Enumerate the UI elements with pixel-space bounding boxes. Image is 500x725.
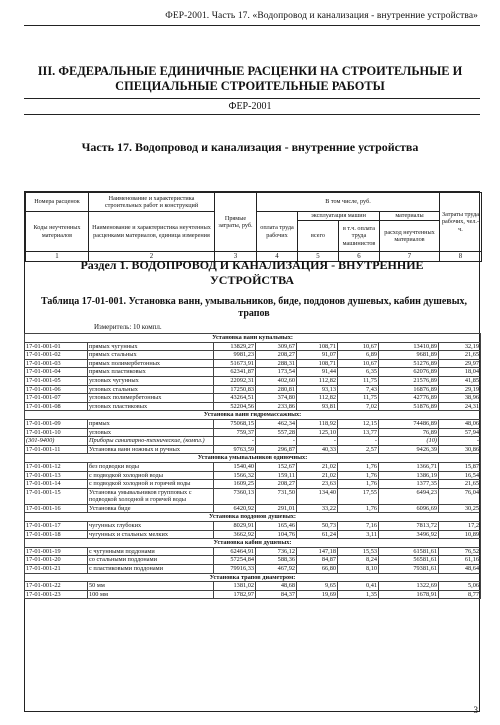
table-header bbox=[25, 192, 482, 262]
rate-value: 43264,51 bbox=[214, 394, 256, 403]
table-row bbox=[25, 556, 481, 565]
rate-code: 17-01-001-04 bbox=[25, 368, 88, 377]
header-operation: эксплуатация машин bbox=[298, 212, 380, 221]
rate-name: с подводкой холодной воды bbox=[88, 471, 214, 480]
rate-value: 11,75 bbox=[338, 394, 379, 403]
rate-value: 731,50 bbox=[256, 488, 297, 504]
rate-value: 6420,92 bbox=[214, 504, 256, 513]
rate-value: 6494,23 bbox=[379, 488, 439, 504]
header-rule bbox=[24, 25, 480, 26]
part-title: Часть 17. Водопровод и канализация - внутренние устройства bbox=[81, 140, 419, 154]
rate-value: 76,89 bbox=[379, 428, 439, 437]
rate-value: 61,16 bbox=[439, 556, 481, 565]
rate-value: 112,82 bbox=[297, 394, 338, 403]
table-row bbox=[25, 359, 481, 368]
rate-name: прямых пластиковых bbox=[88, 368, 214, 377]
rate-code: 17-01-001-02 bbox=[25, 351, 88, 360]
col-num-1: 1 bbox=[26, 252, 89, 262]
rate-value: 57254,84 bbox=[214, 556, 256, 565]
rate-value: 62076,89 bbox=[379, 368, 439, 377]
col-num-5: 5 bbox=[298, 252, 339, 262]
rate-value: 21576,89 bbox=[379, 376, 439, 385]
rate-value: 41,85 bbox=[439, 376, 481, 385]
rate-value: 29,19 bbox=[439, 385, 481, 394]
rate-code: 17-01-001-11 bbox=[25, 445, 88, 454]
rate-code: 17-01-001-01 bbox=[25, 342, 88, 351]
rate-value: 84,87 bbox=[297, 556, 338, 565]
rate-value: 91,44 bbox=[297, 368, 338, 377]
rate-value: 402,60 bbox=[256, 376, 297, 385]
header-direct-costs: Прямые затраты, руб. bbox=[215, 193, 257, 252]
rate-value: 1,76 bbox=[338, 504, 379, 513]
table-row bbox=[25, 351, 481, 360]
col-num-2: 2 bbox=[89, 252, 215, 262]
rate-value: 21,02 bbox=[297, 462, 338, 471]
rate-value: 84,37 bbox=[256, 590, 297, 599]
rate-value: 108,71 bbox=[297, 342, 338, 351]
divider-top bbox=[24, 98, 480, 99]
rate-name: с подводкой холодной и горячей воды bbox=[88, 480, 214, 489]
rate-value: 9981,23 bbox=[214, 351, 256, 360]
rate-name: чугунных глубоких bbox=[88, 522, 214, 531]
rate-value: 759,37 bbox=[214, 428, 256, 437]
rate-value: 74486,89 bbox=[379, 419, 439, 428]
table-row bbox=[25, 488, 481, 504]
header-codes-top: Номера расценок bbox=[26, 193, 89, 212]
rate-code: 17-01-001-12 bbox=[25, 462, 88, 471]
table-row bbox=[25, 471, 481, 480]
rate-code: 17-01-001-13 bbox=[25, 471, 88, 480]
section-title-line-2: СПЕЦИАЛЬНЫЕ СТРОИТЕЛЬНЫЕ РАБОТЫ bbox=[115, 79, 385, 93]
rate-code: 17-01-001-09 bbox=[25, 419, 88, 428]
group-label: Установка поддонов душевых: bbox=[25, 513, 481, 522]
rate-code: 17-01-001-20 bbox=[25, 556, 88, 565]
rate-value: 21,65 bbox=[439, 351, 481, 360]
rate-value: 152,67 bbox=[256, 462, 297, 471]
group-label: Установка умывальников одиночных: bbox=[25, 454, 481, 463]
rate-value: 557,28 bbox=[256, 428, 297, 437]
rate-value: 21,02 bbox=[297, 471, 338, 480]
rate-code: 17-01-001-05 bbox=[25, 376, 88, 385]
rate-value: 17250,83 bbox=[214, 385, 256, 394]
rate-value: 0,41 bbox=[338, 582, 379, 591]
rate-value: 1540,40 bbox=[214, 462, 256, 471]
rate-value: 48,06 bbox=[439, 419, 481, 428]
rate-name: прямых полимербетонных bbox=[88, 359, 214, 368]
rate-value: 76,04 bbox=[439, 488, 481, 504]
rate-value: 1386,19 bbox=[379, 471, 439, 480]
rate-value: 17,55 bbox=[338, 488, 379, 504]
table-row bbox=[25, 376, 481, 385]
rate-value: 10,67 bbox=[338, 342, 379, 351]
rate-name: угловых пластиковых bbox=[88, 402, 214, 411]
table-row bbox=[25, 582, 481, 591]
rate-value: - bbox=[439, 437, 481, 446]
rate-value: 16876,89 bbox=[379, 385, 439, 394]
rate-code: 17-01-001-07 bbox=[25, 394, 88, 403]
group-label: Установка кабин душевых: bbox=[25, 539, 481, 548]
section-heading-line-1: Раздел 1. ВОДОПРОВОД И КАНАЛИЗАЦИЯ - ВНУТРЕННИЕ bbox=[80, 258, 424, 272]
rate-value: 736,12 bbox=[256, 547, 297, 556]
table-row bbox=[25, 428, 481, 437]
rate-code: 17-01-001-16 bbox=[25, 504, 88, 513]
rate-value: 30,25 bbox=[439, 504, 481, 513]
rate-value: 588,36 bbox=[256, 556, 297, 565]
rate-value: 296,87 bbox=[256, 445, 297, 454]
group-row bbox=[25, 513, 481, 522]
rate-value: 3,11 bbox=[338, 530, 379, 539]
rate-value: 12,15 bbox=[338, 419, 379, 428]
rate-value: 9426,39 bbox=[379, 445, 439, 454]
rate-value: 40,33 bbox=[297, 445, 338, 454]
rate-code: 17-01-001-08 bbox=[25, 402, 88, 411]
rate-value: 1,76 bbox=[338, 462, 379, 471]
rate-name: с пластиковыми поддонами bbox=[88, 565, 214, 574]
page-number: 3 bbox=[473, 705, 478, 715]
rate-value: 112,82 bbox=[297, 376, 338, 385]
rate-value: 22092,31 bbox=[214, 376, 256, 385]
rate-value: 159,11 bbox=[256, 471, 297, 480]
rate-value: 9763,59 bbox=[214, 445, 256, 454]
rate-name: прямых чугунных bbox=[88, 342, 214, 351]
rate-value: 108,71 bbox=[297, 359, 338, 368]
col-num-4: 4 bbox=[257, 252, 298, 262]
rate-value: 1381,02 bbox=[214, 582, 256, 591]
rate-value: 19,69 bbox=[297, 590, 338, 599]
rate-code: 17-01-001-06 bbox=[25, 385, 88, 394]
rate-name: угловых bbox=[88, 428, 214, 437]
rate-value: 11,75 bbox=[338, 376, 379, 385]
rate-value: 76,52 bbox=[439, 547, 481, 556]
rate-value: 147,18 bbox=[297, 547, 338, 556]
rate-code: 17-01-001-17 bbox=[25, 522, 88, 531]
group-row bbox=[25, 454, 481, 463]
col-num-8: 8 bbox=[440, 252, 482, 262]
group-label: Установка ванн гидромассажных: bbox=[25, 411, 481, 420]
table-row bbox=[25, 547, 481, 556]
table-row bbox=[25, 504, 481, 513]
table-row bbox=[25, 437, 481, 446]
rate-value: 288,31 bbox=[256, 359, 297, 368]
rate-name: с чугунными поддонами bbox=[88, 547, 214, 556]
table-row bbox=[25, 385, 481, 394]
rate-value: 8,10 bbox=[338, 565, 379, 574]
rate-value: 1,76 bbox=[338, 480, 379, 489]
rate-value: 15,87 bbox=[439, 462, 481, 471]
section-heading bbox=[24, 258, 480, 288]
rate-value: 62341,87 bbox=[214, 368, 256, 377]
rate-value: 208,27 bbox=[256, 351, 297, 360]
rate-value: (10) bbox=[379, 437, 439, 446]
rate-value: 233,86 bbox=[256, 402, 297, 411]
rates-table-body bbox=[25, 334, 481, 599]
table-row bbox=[25, 342, 481, 351]
header-codes-bottom: Коды неучтенных материалов bbox=[26, 212, 89, 252]
rate-value: 42776,89 bbox=[379, 394, 439, 403]
table-row bbox=[25, 530, 481, 539]
rate-value: 13,77 bbox=[338, 428, 379, 437]
rate-value: 32,19 bbox=[439, 342, 481, 351]
rate-code: 17-01-001-21 bbox=[25, 565, 88, 574]
rate-value: 9,65 bbox=[297, 582, 338, 591]
rate-value: 18,04 bbox=[439, 368, 481, 377]
rate-code: 17-01-001-19 bbox=[25, 547, 88, 556]
rate-value: 374,80 bbox=[256, 394, 297, 403]
rate-value: 8,24 bbox=[338, 556, 379, 565]
rate-value: 79916,33 bbox=[214, 565, 256, 574]
rate-value: 15,53 bbox=[338, 547, 379, 556]
rate-value: 30,86 bbox=[439, 445, 481, 454]
table-row bbox=[25, 445, 481, 454]
rate-value: 467,92 bbox=[256, 565, 297, 574]
rate-value: 208,27 bbox=[256, 480, 297, 489]
rate-value: 5,06 bbox=[439, 582, 481, 591]
rate-name: угловых стальных bbox=[88, 385, 214, 394]
rate-value: 1678,91 bbox=[379, 590, 439, 599]
rate-value: 6096,69 bbox=[379, 504, 439, 513]
rate-value: 50,73 bbox=[297, 522, 338, 531]
rate-value: 75068,15 bbox=[214, 419, 256, 428]
table-row bbox=[25, 368, 481, 377]
rate-value: 48,64 bbox=[439, 565, 481, 574]
group-row bbox=[25, 573, 481, 582]
group-row bbox=[25, 539, 481, 548]
rate-value: 173,54 bbox=[256, 368, 297, 377]
rate-code: 17-01-001-03 bbox=[25, 359, 88, 368]
rate-value: 91,07 bbox=[297, 351, 338, 360]
rate-value: - bbox=[297, 437, 338, 446]
rate-value: 9681,89 bbox=[379, 351, 439, 360]
rate-value: 104,76 bbox=[256, 530, 297, 539]
rate-code: 17-01-001-10 bbox=[25, 428, 88, 437]
rate-value: 56581,61 bbox=[379, 556, 439, 565]
rate-value: 7,16 bbox=[338, 522, 379, 531]
rate-value: 24,31 bbox=[439, 402, 481, 411]
rate-value: 309,67 bbox=[256, 342, 297, 351]
header-name-bottom: Наименование и характеристика неучтенных расценками материалов, единица измерения bbox=[89, 212, 215, 252]
rate-code: (301-9400) bbox=[25, 437, 88, 446]
rate-value: 1566,32 bbox=[214, 471, 256, 480]
rate-name: со стальными поддонами bbox=[88, 556, 214, 565]
rate-value: 6,89 bbox=[338, 351, 379, 360]
table-row bbox=[25, 480, 481, 489]
rate-code: 17-01-001-22 bbox=[25, 582, 88, 591]
rate-name: Установка ванн ножных и ручных bbox=[88, 445, 214, 454]
rate-name: 100 мм bbox=[88, 590, 214, 599]
section-title-line-1: III. ФЕДЕРАЛЬНЫЕ ЕДИНИЧНЫЕ РАСЦЕНКИ НА СТРОИТЕЛЬНЫЕ И bbox=[37, 64, 463, 78]
header-labor: Затраты труда рабочих, чел.-ч. bbox=[440, 193, 482, 252]
rate-code: 17-01-001-23 bbox=[25, 590, 88, 599]
rate-value: 291,01 bbox=[256, 504, 297, 513]
group-row bbox=[25, 411, 481, 420]
rate-value: 7,43 bbox=[338, 385, 379, 394]
rate-value: 17,2 bbox=[439, 522, 481, 531]
rate-value: 165,46 bbox=[256, 522, 297, 531]
rate-name: Установка биде bbox=[88, 504, 214, 513]
rate-value: 8029,91 bbox=[214, 522, 256, 531]
rate-value: 13829,27 bbox=[214, 342, 256, 351]
header-mat-cost: расход неучтенных материалов bbox=[380, 221, 440, 252]
rate-value: 3496,92 bbox=[379, 530, 439, 539]
rate-value: 280,81 bbox=[256, 385, 297, 394]
table-row bbox=[25, 394, 481, 403]
table-row bbox=[25, 522, 481, 531]
rate-value: 125,10 bbox=[297, 428, 338, 437]
rate-value: 134,40 bbox=[297, 488, 338, 504]
rate-code: 17-01-001-14 bbox=[25, 480, 88, 489]
header-group-label: В том числе, руб. bbox=[257, 193, 440, 212]
rate-value: 79381,61 bbox=[379, 565, 439, 574]
rate-name: без подводки воды bbox=[88, 462, 214, 471]
header-incl-pay: в т.ч. оплата труда машинистов bbox=[339, 221, 380, 252]
section-title bbox=[0, 64, 500, 94]
rate-value: 118,92 bbox=[297, 419, 338, 428]
rate-value: 62464,91 bbox=[214, 547, 256, 556]
rate-code: 17-01-001-15 bbox=[25, 488, 88, 504]
table-row bbox=[25, 419, 481, 428]
rate-value: 51673,91 bbox=[214, 359, 256, 368]
rate-value: 38,96 bbox=[439, 394, 481, 403]
rate-value: 93,13 bbox=[297, 385, 338, 394]
rate-value: 29,97 bbox=[439, 359, 481, 368]
rate-name: прямых стальных bbox=[88, 351, 214, 360]
rate-value: 52204,56 bbox=[214, 402, 256, 411]
rate-value: - bbox=[338, 437, 379, 446]
rate-value: 3662,92 bbox=[214, 530, 256, 539]
table-row bbox=[25, 590, 481, 599]
rate-value: 7813,72 bbox=[379, 522, 439, 531]
rate-value: 8,77 bbox=[439, 590, 481, 599]
rate-value: 66,80 bbox=[297, 565, 338, 574]
col-num-6: 6 bbox=[339, 252, 380, 262]
header-name-top: Наименование и характеристика строительных работ и конструкций bbox=[89, 193, 215, 212]
rate-value: 93,81 bbox=[297, 402, 338, 411]
rate-value: 1322,69 bbox=[379, 582, 439, 591]
rate-value: 462,34 bbox=[256, 419, 297, 428]
rates-table bbox=[24, 333, 481, 599]
rate-value: 61581,61 bbox=[379, 547, 439, 556]
fer-code: ФЕР-2001 bbox=[228, 101, 272, 112]
running-header: ФЕР-2001. Часть 17. «Водопровод и канализация - внутренние устройства» bbox=[165, 11, 478, 21]
rate-value: 7360,13 bbox=[214, 488, 256, 504]
group-row bbox=[25, 334, 481, 343]
rate-value: 1609,25 bbox=[214, 480, 256, 489]
rate-value: 1377,35 bbox=[379, 480, 439, 489]
rate-value: 13410,89 bbox=[379, 342, 439, 351]
rate-name: угловых чугунных bbox=[88, 376, 214, 385]
header-total: всего bbox=[298, 221, 339, 252]
rate-value: 1782,97 bbox=[214, 590, 256, 599]
rate-name: прямых bbox=[88, 419, 214, 428]
rate-value: 16,54 bbox=[439, 471, 481, 480]
table-row bbox=[25, 565, 481, 574]
rate-value: 10,67 bbox=[338, 359, 379, 368]
col-num-7: 7 bbox=[380, 252, 440, 262]
rate-value: 6,35 bbox=[338, 368, 379, 377]
rate-value: 48,68 bbox=[256, 582, 297, 591]
rate-value: 57,94 bbox=[439, 428, 481, 437]
measure-unit: Измеритель: 10 компл. bbox=[94, 323, 162, 331]
header-pay: оплата труда рабочих bbox=[257, 212, 298, 252]
rate-name: 50 мм bbox=[88, 582, 214, 591]
table-row bbox=[25, 462, 481, 471]
rate-value: 1366,71 bbox=[379, 462, 439, 471]
rate-value: 23,63 bbox=[297, 480, 338, 489]
rate-code: 17-01-001-18 bbox=[25, 530, 88, 539]
rate-value: 51276,89 bbox=[379, 359, 439, 368]
rate-value: - bbox=[256, 437, 297, 446]
rate-value: - bbox=[214, 437, 256, 446]
group-label: Установка ванн купальных: bbox=[25, 334, 481, 343]
rate-name: чугунных и стальных мелких bbox=[88, 530, 214, 539]
rate-value: 21,65 bbox=[439, 480, 481, 489]
group-label: Установка трапов диаметром: bbox=[25, 573, 481, 582]
rate-value: 51876,89 bbox=[379, 402, 439, 411]
table-title: Таблица 17-01-001. Установка ванн, умывальников, биде, поддонов душевых, кабин душевых, трапов bbox=[40, 296, 467, 319]
rate-value: 7,02 bbox=[338, 402, 379, 411]
rate-value: 61,24 bbox=[297, 530, 338, 539]
rate-value: 2,57 bbox=[338, 445, 379, 454]
section-heading-line-2: УСТРОЙСТВА bbox=[210, 273, 294, 287]
rate-value: 1,35 bbox=[338, 590, 379, 599]
rate-name: угловых полимербетонных bbox=[88, 394, 214, 403]
rate-value: 10,89 bbox=[439, 530, 481, 539]
header-materials: материалы bbox=[380, 212, 440, 221]
divider-bottom bbox=[24, 114, 480, 115]
rate-name: Приборы санитарно-технические, (компл.) bbox=[88, 437, 214, 446]
col-num-3: 3 bbox=[215, 252, 257, 262]
table-row bbox=[25, 402, 481, 411]
rate-value: 33,22 bbox=[297, 504, 338, 513]
rate-value: 1,76 bbox=[338, 471, 379, 480]
rate-name: Установка умывальников групповых с подводкой холодной и горячей воды bbox=[88, 488, 214, 504]
